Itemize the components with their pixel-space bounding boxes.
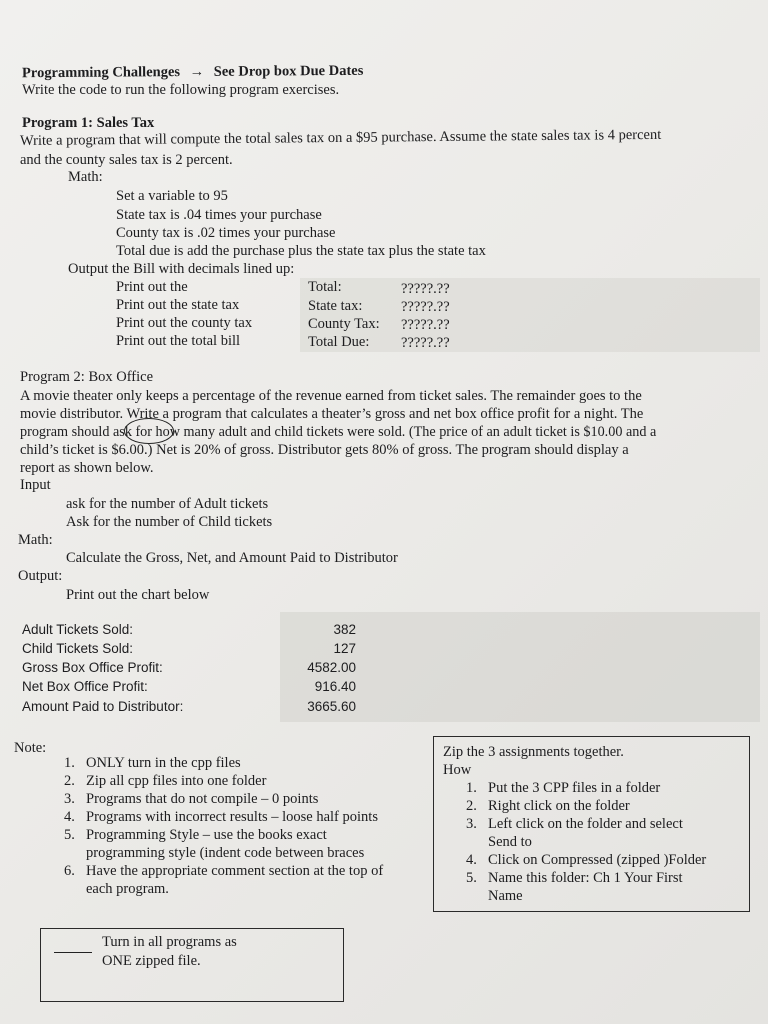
program2-desc-line: child’s ticket is $6.00.) Net is 20% of gross. Distributor gets 80% of gross. The program should display a [20, 442, 629, 458]
report-label: Child Tickets Sold: [22, 641, 134, 656]
report-label: Gross Box Office Profit: [22, 660, 163, 675]
bill-value: ?????.?? [401, 317, 450, 333]
note-item: 4. Programs with incorrect results – loose half points [64, 809, 378, 825]
report-value: 382 [333, 622, 356, 637]
program2-input-label: Input [20, 477, 51, 493]
turn-in-line1: Turn in all programs as [102, 934, 237, 950]
program2-input-step: ask for the number of Adult tickets [66, 496, 269, 512]
bill-label: State tax: [308, 298, 363, 314]
program1-title: Program 1: Sales Tax [22, 115, 155, 131]
program1-output-label: Output the Bill with decimals lined up: [68, 261, 295, 277]
program2-title: Program 2: Box Office [20, 369, 154, 385]
zip-box-how: How [443, 762, 472, 778]
zip-step: 2. Right click on the folder [466, 798, 630, 814]
program1-desc-line2: and the county sales tax is 2 percent. [20, 152, 233, 168]
bill-label: Total: [308, 279, 342, 295]
report-value: 127 [333, 641, 356, 656]
note-item: 6. Have the appropriate comment section at the top of each program. [64, 863, 384, 897]
report-value: 3665.60 [307, 699, 356, 714]
bill-instruction: Print out the state tax [116, 297, 240, 313]
zip-step: 5. Name this folder: Ch 1 Your First Name [466, 870, 683, 904]
bill-label: Total Due: [308, 334, 370, 350]
doc-title: Programming Challenges [21, 64, 181, 82]
zip-step: 1. Put the 3 CPP files in a folder [466, 780, 661, 796]
notes-list [64, 754, 434, 898]
program2-output-label: Output: [18, 568, 63, 584]
turn-in-line2: ONE zipped file. [102, 953, 201, 969]
program2-math-step: Calculate the Gross, Net, and Amount Paid to Distributor [66, 550, 398, 566]
program1-math-step: County tax is .02 times your purchase [116, 225, 336, 241]
report-label: Amount Paid to Distributor: [22, 699, 184, 714]
program1-math-step: Total due is add the purchase plus the state tax plus the state tax [116, 243, 486, 259]
report-label: Adult Tickets Sold: [22, 622, 134, 637]
bill-value: ?????.?? [401, 299, 450, 315]
note-item: 2. Zip all cpp files into one folder [64, 773, 267, 789]
program2-input-step: Ask for the number of Child tickets [66, 514, 273, 530]
due-dates-note: See Drop box Due Dates [213, 62, 364, 80]
program1-math-step: State tax is .04 times your purchase [116, 207, 322, 223]
program2-desc-line: program should ask for how many adult and child tickets were sold. (The price of an adult ticket is $10.00 and a [20, 424, 657, 440]
program2-output-step: Print out the chart below [66, 587, 210, 603]
notes-label: Note: [14, 740, 47, 756]
program2-desc-line: report as shown below. [20, 460, 154, 476]
program1-desc-line1: Write a program that will compute the total sales tax on a $95 purchase. Assume the state sales tax is 4 percent [19, 126, 662, 149]
zip-step: 4. Click on Compressed (zipped )Folder [466, 852, 707, 868]
program2-desc-line: A movie theater only keeps a percentage of the revenue earned from ticket sales. The remainder goes to the [20, 388, 642, 404]
program2-desc-line: movie distributor. Write a program that calculates a theater’s gross and net box office profit for a night. The [20, 406, 644, 422]
report-value: 4582.00 [307, 660, 356, 675]
program2-math-label: Math: [18, 532, 53, 548]
zip-box-title: Zip the 3 assignments together. [443, 744, 624, 760]
note-item: 3. Programs that do not compile – 0 points [64, 791, 319, 807]
report-value: 916.40 [314, 679, 356, 694]
ink-circle-mark [124, 418, 174, 444]
checkbox-line [54, 952, 92, 953]
note-item: 1. ONLY turn in the cpp files [64, 755, 241, 771]
arrow-right-icon: → [189, 63, 205, 81]
bill-instruction: Print out the [116, 279, 188, 295]
bill-instruction: Print out the county tax [116, 315, 253, 331]
doc-intro: Write the code to run the following program exercises. [22, 82, 340, 98]
bill-label: County Tax: [308, 316, 380, 332]
doc-header [22, 62, 363, 82]
program1-math-step: Set a variable to 95 [116, 188, 228, 204]
report-label: Net Box Office Profit: [22, 679, 148, 694]
zip-steps-list [466, 779, 746, 905]
zip-step: 3. Left click on the folder and select Send to [466, 816, 683, 850]
bill-instruction: Print out the total bill [116, 333, 241, 349]
program1-math-label: Math: [68, 169, 103, 185]
bill-value: ?????.?? [401, 335, 450, 351]
note-item: 5. Programming Style – use the books exact programming style (indent code between braces [64, 827, 365, 861]
bill-value: ?????.?? [401, 281, 450, 297]
